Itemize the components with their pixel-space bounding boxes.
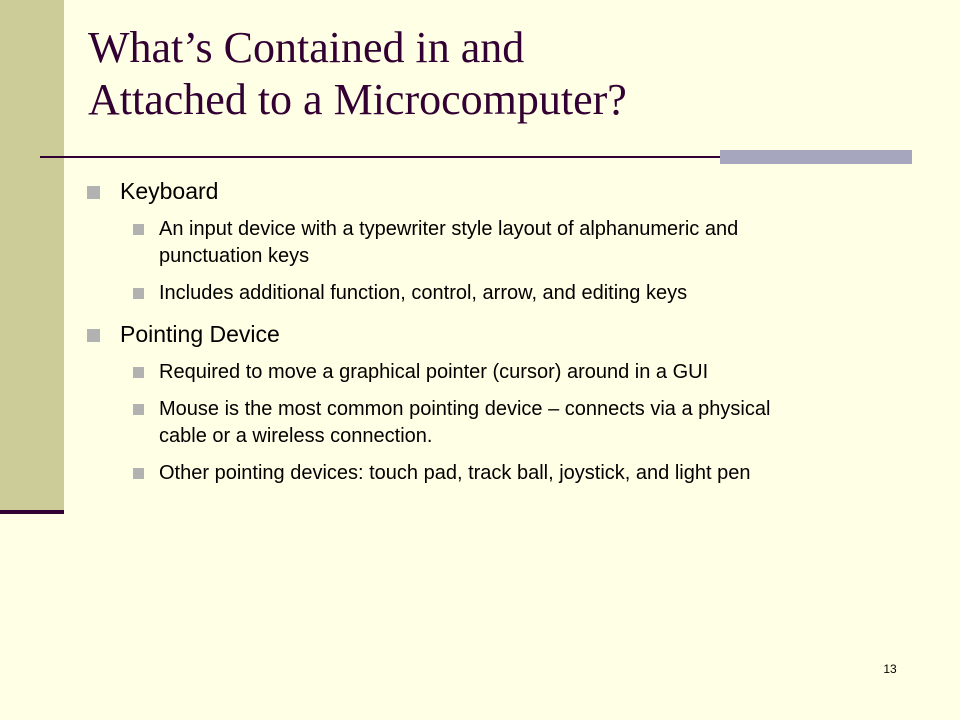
slide-body (86, 172, 786, 487)
page-number: 13 (883, 662, 897, 676)
sub-bullet-text: Includes additional function, control, arrow, and editing keys (159, 282, 688, 304)
bullet-text: Keyboard (120, 178, 219, 204)
square-bullet-icon (133, 224, 144, 235)
sub-bullet-text: Required to move a graphical pointer (cursor) around in a GUI (159, 361, 709, 383)
slide-title (88, 22, 928, 126)
title-divider (40, 156, 720, 158)
bullet-keyboard (86, 176, 786, 206)
sub-bullet (86, 216, 786, 270)
sub-bullet-text: An input device with a typewriter style layout of alphanumeric and punctuation keys (159, 218, 739, 267)
sub-bullet-text: Other pointing devices: touch pad, track ball, joystick, and light pen (159, 462, 751, 484)
bullet-text: Pointing Device (120, 321, 280, 347)
square-bullet-icon (87, 186, 100, 199)
left-accent-bar (0, 0, 64, 510)
slide-title-line-2: Attached to a Microcomputer? (88, 75, 627, 124)
square-bullet-icon (87, 329, 100, 342)
sub-bullet-text: Mouse is the most common pointing device – connects via a physical cable or a wireless connection. (159, 398, 771, 447)
square-bullet-icon (133, 404, 144, 415)
bullet-pointing-device (86, 319, 786, 349)
square-bullet-icon (133, 288, 144, 299)
sub-bullet (86, 396, 786, 450)
left-accent-bar-rule (0, 510, 64, 514)
sub-bullet (86, 460, 786, 487)
square-bullet-icon (133, 367, 144, 378)
sub-bullet (86, 280, 786, 307)
title-divider-accent (720, 150, 912, 164)
sub-bullet (86, 359, 786, 386)
slide-title-line-1: What’s Contained in and (88, 23, 525, 72)
square-bullet-icon (133, 468, 144, 479)
